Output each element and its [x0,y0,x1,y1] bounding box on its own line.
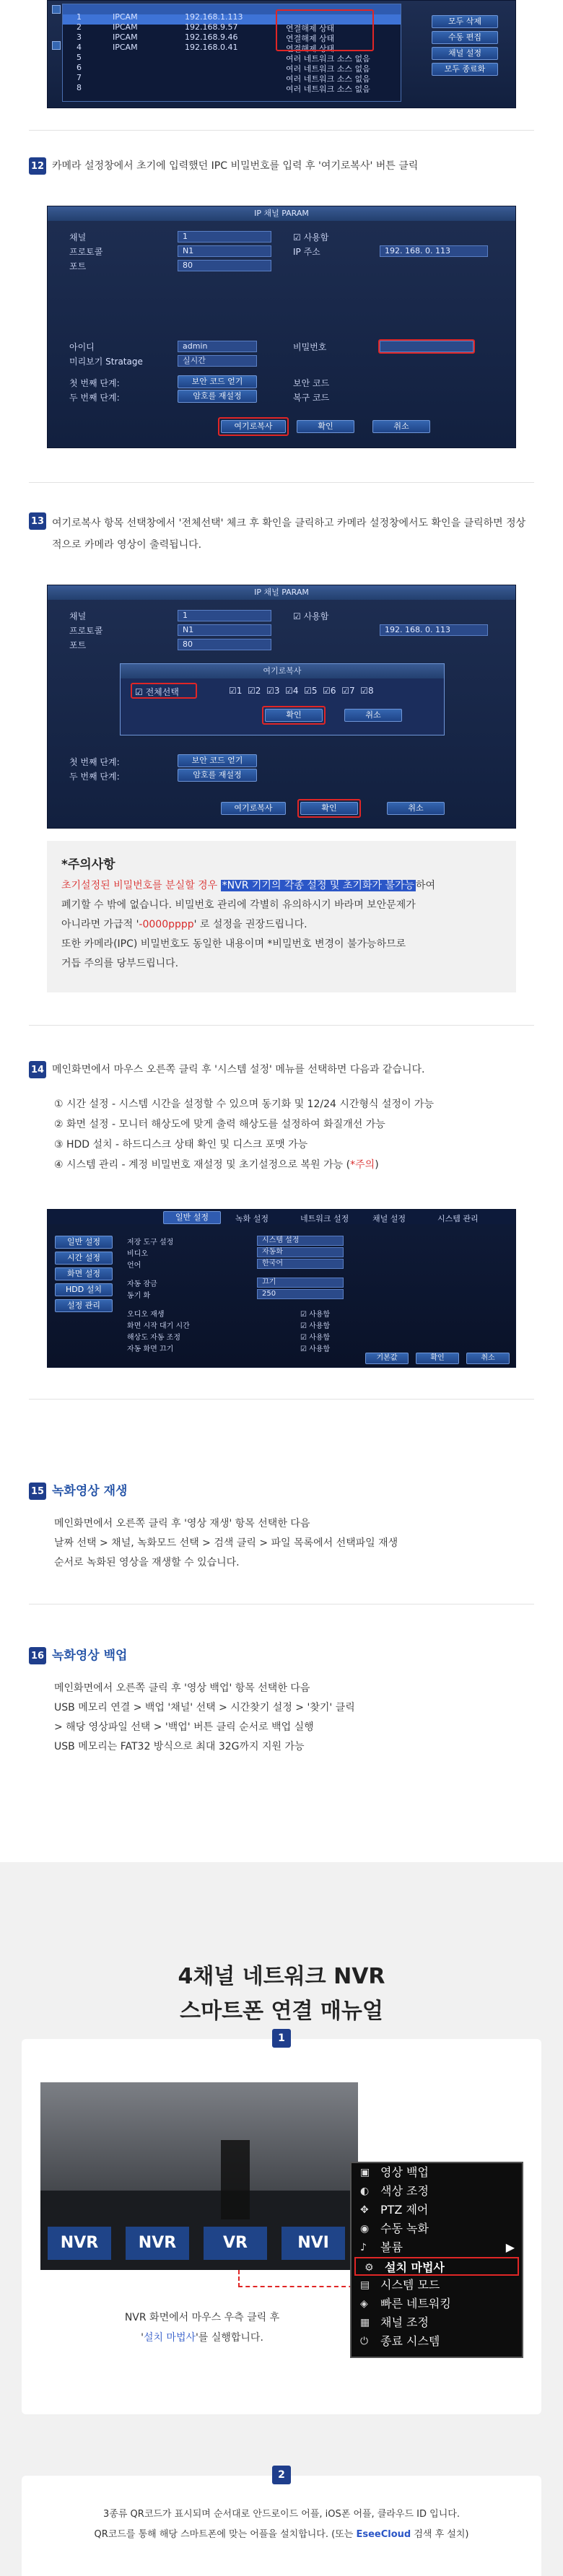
volume-icon: ♪ [360,2242,367,2253]
nvr-screen-photo [40,2082,358,2270]
ip-channel-param-dialog [47,206,516,448]
list-item: ② 화면 설정 - 모니터 해상도에 맞게 출력 해상도를 설정하여 화질개선 가능 [54,1119,385,1130]
menu-label: 색상 조정 [380,2184,429,2198]
cancel-button[interactable]: 취소 [387,802,445,815]
step-14 [29,1061,424,1078]
step-text: 카메라 설정창에서 초기에 입력했던 IPC 비밀번호를 입력 후 '여기로복사' 버튼 클릭 [52,160,419,172]
divider [29,1399,534,1400]
highlight-box [131,683,197,699]
color-icon: ◐ [360,2186,370,2197]
menu-label: 시스템 모드 [380,2278,440,2292]
card-2-text [22,2505,541,2545]
ch-3: 3 [274,686,280,696]
scroll-down-icon[interactable] [52,41,61,50]
menu-label: PTZ 제어 [380,2203,429,2217]
list-item: ③ HDD 설치 - 하드디스크 상태 확인 및 디스크 포맷 가능 [54,1139,308,1151]
caption-text: '를 실행합니다. [196,2332,263,2344]
row-ip: 192.168.9.46 [185,32,238,42]
card-2 [22,2469,541,2576]
check-item[interactable]: ☑ 사용함 [300,1311,331,1319]
stream-select[interactable]: 실시간 [178,355,257,367]
label-protocol: 프로토콜 [69,247,103,257]
menu-item[interactable] [352,2219,522,2238]
step-12 [29,157,418,175]
form-label: 오디오 재생 [127,1311,165,1319]
menu-label: 종료 시스템 [380,2334,440,2348]
channel-select[interactable]: 1 [178,610,271,621]
menu-item[interactable] [352,2201,522,2219]
divider [29,482,534,483]
default-button[interactable]: 기본값 [365,1353,409,1364]
card-number: 2 [272,2466,291,2484]
row-state: 여러 네트워크 소스 없음 [286,84,370,94]
side-hdd[interactable]: HDD 설치 [55,1283,113,1296]
body-line: 메인화면에서 오른쪽 클릭 후 '영상 백업' 항목 선택한 다음 [54,1682,310,1694]
use-checkbox[interactable]: ☑ 사용함 [293,232,329,243]
form-label: 자동 잠금 [127,1280,157,1288]
body-line: > 해당 영상파일 선택 > '백업' 버튼 클릭 순서로 백업 실행 [54,1721,314,1733]
label-second-step: 두 번째 단계: [69,393,120,403]
menu-item[interactable] [352,2163,522,2182]
title-line: 스마트폰 연결 매뉴얼 [180,1999,383,2024]
select-all-label: 전체선택 [145,687,179,697]
highlight-box [262,706,326,725]
tab-record[interactable]: 녹화 설정 [235,1214,269,1223]
chevron-right-icon: ▶ [505,2240,515,2254]
form-label: 화면 시작 대기 시간 [127,1322,190,1330]
reset-password-button[interactable]: 암호를 재설정 [178,769,257,782]
row-state: 여러 네트워크 소스 없음 [286,64,370,74]
channel-checks[interactable]: ☑1 ☑2 ☑3 ☑4 ☑5 ☑6 ☑7 ☑8 [229,686,374,696]
card-blue: EseeCloud [356,2529,411,2540]
form-select[interactable]: 자동화 [257,1247,344,1257]
menu-label: 설치 마법사 [385,2261,445,2274]
select-all-checkbox[interactable]: ☑ 전체선택 [135,687,179,697]
step-number: 15 [29,1483,46,1500]
caution-red: -0000pppp [139,919,194,930]
form-label: 해상도 자동 조정 [127,1334,180,1342]
row-proto: IPCAM [113,22,138,32]
list-item: ① 시간 설정 - 시스템 시간을 설정할 수 있으며 동기화 및 12/24 시간형식 설정이 가능 [54,1099,434,1110]
label-second-step: 두 번째 단계: [69,772,120,782]
label-security-code: 보안 코드 [293,378,330,388]
ipc-list-screenshot [47,0,516,108]
body-line: 순서로 녹화된 영상을 재생할 수 있습니다. [54,1557,240,1568]
row-state: 연결해제 상태 [286,44,335,53]
form-label: 언어 [127,1262,141,1270]
row-ch: 6 [77,63,82,72]
menu-item[interactable] [352,2276,522,2295]
delete-all-button[interactable]: 모두 삭제 [432,15,498,28]
system-icon: ▤ [360,2279,370,2291]
context-menu [350,2162,523,2358]
step-16 [29,1647,127,1664]
power-icon: ⏻ [360,2336,369,2347]
network-icon: ◈ [360,2298,368,2310]
step-number: 12 [29,157,46,175]
row-ch: 5 [77,53,82,62]
caution-line-1 [61,876,502,896]
caption-line: NVR 화면에서 마우스 우측 클릭 후 [124,2312,280,2323]
step-16-body [54,1679,355,1757]
port-field[interactable]: 80 [178,260,271,271]
ch-4: 4 [292,686,299,696]
ptz-icon: ✥ [360,2204,369,2216]
row-state: 연결해제 상태 [286,24,335,33]
side-config[interactable]: 설정 관리 [55,1299,113,1312]
row-state: 여러 네트워크 소스 없음 [286,74,370,84]
ip-field[interactable]: 192. 168. 0. 113 [380,245,488,257]
step-title: 녹화영상 백업 [52,1649,128,1663]
label-port: 포트 [69,640,87,650]
divider [29,130,534,131]
dialog-title: IP 채널 PARAM [48,585,515,600]
card-line [22,2525,541,2545]
title-line: 4채널 네트워크 NVR [178,1964,385,1989]
list-text: ④ 시스템 관리 - 계정 비밀번호 재설정 및 초기설정으로 복원 가능 ( [54,1159,351,1171]
card-line: 3종류 QR코드가 표시되며 순서대로 안드로이드 어플, iOS폰 어플, 클라우드 ID 입니다. [103,2509,460,2520]
caption-blue: 설치 마법사 [143,2332,196,2344]
ch-2: 2 [255,686,261,696]
form-label: 동기 화 [127,1292,151,1300]
menu-label: 수동 녹화 [380,2222,429,2235]
channel-select[interactable]: 1 [178,231,271,243]
tab-channel[interactable]: 채널 설정 [372,1214,406,1223]
row-ch: 4 [77,43,82,52]
tab-system[interactable]: 시스템 관리 [437,1214,479,1223]
dialog-title: IP 채널 PARAM [48,206,515,221]
menu-item[interactable] [352,2313,522,2332]
caution-end: 하여 [416,880,436,891]
row-ch: 7 [77,73,82,82]
system-settings-screenshot [47,1209,516,1368]
body-line: 메인화면에서 오른쪽 클릭 후 '영상 재생' 항목 선택한 다음 [54,1518,310,1529]
reset-password-button[interactable]: 암호를 재설정 [178,390,257,403]
highlight-box [276,9,374,51]
form-field[interactable]: 250 [257,1289,344,1299]
side-general[interactable]: 일반 설정 [55,1236,113,1249]
ch-1: 1 [236,686,243,696]
ok-button[interactable]: 확인 [416,1353,459,1364]
step-text: 여기로복사 항목 선택창에서 '전체선택' 체크 후 확인을 클릭하고 카메라 설정창에서도 확인을 클릭하면 정상적으로 카메라 영상이 출력됩니다. [52,518,526,551]
ch-8: 8 [367,686,374,696]
ok-button[interactable]: 확인 [300,802,358,815]
menu-item[interactable] [352,2295,522,2313]
popup-title: 여기로복사 [121,664,444,678]
caution-line-5: 거듭 주의를 당부드립니다. [61,958,179,969]
channel-icon: ▦ [360,2317,370,2328]
step-number: 13 [29,512,46,530]
caution-title: *주의사항 [61,857,115,872]
check-label: 사용함 [309,1345,331,1353]
form-select[interactable]: 시스템 설정 [257,1236,344,1246]
channel-setup-button[interactable]: 채널 설정 [432,47,498,60]
copy-popup [120,663,445,735]
card-1 [22,2033,541,2414]
label-id: 아이디 [69,342,95,352]
menu-label: 채널 조정 [380,2315,429,2329]
tab-network[interactable]: 네트워크 설정 [300,1214,349,1223]
row-ip: 192.168.1.113 [185,12,243,22]
menu-item[interactable] [352,2332,522,2351]
protocol-select[interactable]: N1 [178,624,271,636]
popup-ok-button[interactable]: 확인 [265,709,323,722]
form-label: 자동 화면 끄기 [127,1345,174,1353]
divider [29,1025,534,1026]
menu-item[interactable] [352,2182,522,2201]
form-select[interactable]: 한국어 [257,1259,344,1269]
check-label: 사용함 [309,1311,331,1319]
check-item[interactable]: ☑ 사용함 [300,1322,331,1330]
row-proto: IPCAM [113,12,138,22]
label-channel: 채널 [69,232,87,243]
form-label: 저장 도구 설정 [127,1239,174,1246]
step-number: 14 [29,1061,46,1078]
row-state: 연결해제 상태 [286,34,335,43]
row-ch: 1 [77,12,82,22]
label-password: 비밀번호 [293,342,327,352]
copy-select-screenshot [47,585,516,829]
row-ch: 8 [77,83,82,92]
check-item[interactable]: ☑ 사용함 [300,1334,331,1342]
ok-button[interactable]: 확인 [297,420,354,433]
port-field[interactable]: 80 [178,639,271,650]
check-label: 사용함 [309,1334,331,1342]
caution-red: 초기설정된 비밀번호를 분실할 경우 [61,880,221,891]
card-text: QR코드를 통해 해당 스마트폰에 맞는 어플을 설치합니다. (또는 [94,2529,357,2540]
card-1-caption [87,2308,318,2348]
step-title: 녹화영상 재생 [52,1484,128,1498]
caption-text: ' [141,2332,144,2344]
row-ch: 2 [77,22,82,32]
card-number: 1 [272,2029,291,2048]
ip-field[interactable]: 192. 168. 0. 113 [380,624,488,636]
copy-here-button[interactable]: 여기로복사 [221,420,286,433]
menu-label: 영상 백업 [380,2165,429,2179]
side-time[interactable]: 시간 설정 [55,1252,113,1265]
caution-line-3 [61,915,502,935]
backup-icon: ▣ [360,2167,370,2178]
form-label: 비디오 [127,1250,148,1258]
body-line: USB 메모리 연결 > 백업 '채널' 선택 > 시간찾기 설정 > '찾기' 클릭 [54,1702,355,1713]
list-item [54,1155,434,1175]
step-text: 메인화면에서 마우스 오른쪽 클릭 후 '시스템 설정' 메뉴를 선택하면 다음과 같습니다. [52,1064,425,1075]
cancel-button[interactable]: 취소 [466,1353,510,1364]
row-state: 여러 네트워크 소스 없음 [286,54,370,64]
menu-item[interactable] [352,2238,522,2257]
check-item[interactable]: ☑ 사용함 [300,1345,331,1353]
label-stream: 미리보기 Stratage [69,357,143,367]
row-ch: 3 [77,32,82,42]
tab-general[interactable]: 일반 설정 [163,1211,221,1224]
label-protocol: 프로토콜 [69,626,103,636]
label-recover-code: 복구 코드 [293,393,330,403]
wizard-icon: ⚙ [365,2262,374,2274]
highlight-box [218,417,289,436]
step-15-body [54,1514,398,1573]
caution-line-4: 또한 카메라(IPC) 비밀번호도 동일한 내용이며 *비밀번호 변경이 불가능하므로 [61,938,406,950]
highlight-box [378,339,475,354]
id-field[interactable]: admin [178,341,257,352]
step-13 [29,512,534,556]
menu-label: 빠른 네트워킹 [380,2297,451,2310]
nvr-label: NVR [126,2227,189,2260]
caution-box [47,841,516,992]
menu-item[interactable] [354,2257,519,2276]
label-channel: 채널 [69,611,87,621]
record-icon: ◉ [360,2223,370,2235]
side-display[interactable]: 화면 설정 [55,1267,113,1280]
use-checkbox[interactable]: ☑ 사용함 [293,611,329,621]
nvr-label: NVI [282,2227,345,2260]
manual-title [0,1960,563,2029]
use-label: 사용함 [303,611,329,621]
label-first-step: 첫 번째 단계: [69,757,120,767]
ch-7: 7 [349,686,355,696]
caution-highlight: *NVR 기기의 각종 설정 및 초기화가 불가능 [222,880,415,891]
list-text: ) [375,1159,379,1171]
protocol-select[interactable]: N1 [178,245,271,257]
get-code-button[interactable]: 보안 코드 얻기 [178,375,257,388]
row-ip: 192.168.0.41 [185,43,238,52]
ch-5: 5 [311,686,318,696]
scroll-up-icon[interactable] [52,5,61,14]
exit-all-button[interactable]: 모두 종료화 [432,63,498,76]
cancel-button[interactable]: 취소 [372,420,430,433]
body-line: 날짜 선택 > 채널, 녹화모드 선택 > 검색 클릭 > 파일 목록에서 선택파일 재생 [54,1537,398,1549]
use-label: 사용함 [303,232,329,243]
row-ip: 192.168.9.57 [185,22,238,32]
highlight-box [297,799,361,818]
row-proto: IPCAM [113,43,138,52]
caution-line-2: 폐기할 수 밖에 없습니다. 비밀번호 관리에 각별히 유의하시기 바라며 보안문제가 [61,899,416,911]
popup-cancel-button[interactable]: 취소 [344,709,402,722]
copy-here-button[interactable]: 여기로복사 [221,802,286,815]
manual-edit-button[interactable]: 수동 편집 [432,31,498,44]
label-port: 포트 [69,261,87,271]
label-ip: IP 주소 [293,247,320,257]
label-first-step: 첫 번째 단계: [69,378,120,388]
ch-6: 6 [330,686,336,696]
nvr-label: NVR [48,2227,111,2260]
get-code-button[interactable]: 보안 코드 얻기 [178,754,257,767]
nvr-label: VR [204,2227,267,2260]
step-15 [29,1483,127,1500]
check-label: 사용함 [309,1322,331,1330]
list-red: *주의 [350,1159,375,1171]
step-number: 16 [29,1647,46,1664]
row-proto: IPCAM [113,32,138,42]
body-line: USB 메모리는 FAT32 방식으로 최대 32G까지 지원 가능 [54,1741,305,1752]
form-select[interactable]: 끄기 [257,1278,344,1288]
menu-label: 볼륨 [380,2240,403,2254]
caution-text: ' 로 설정을 권장드립니다. [193,919,307,930]
caution-text: 아니라면 가급적 ' [61,919,139,930]
card-text: 검색 후 설치) [411,2529,469,2540]
step-14-list [54,1094,434,1175]
caption-line [87,2328,318,2348]
